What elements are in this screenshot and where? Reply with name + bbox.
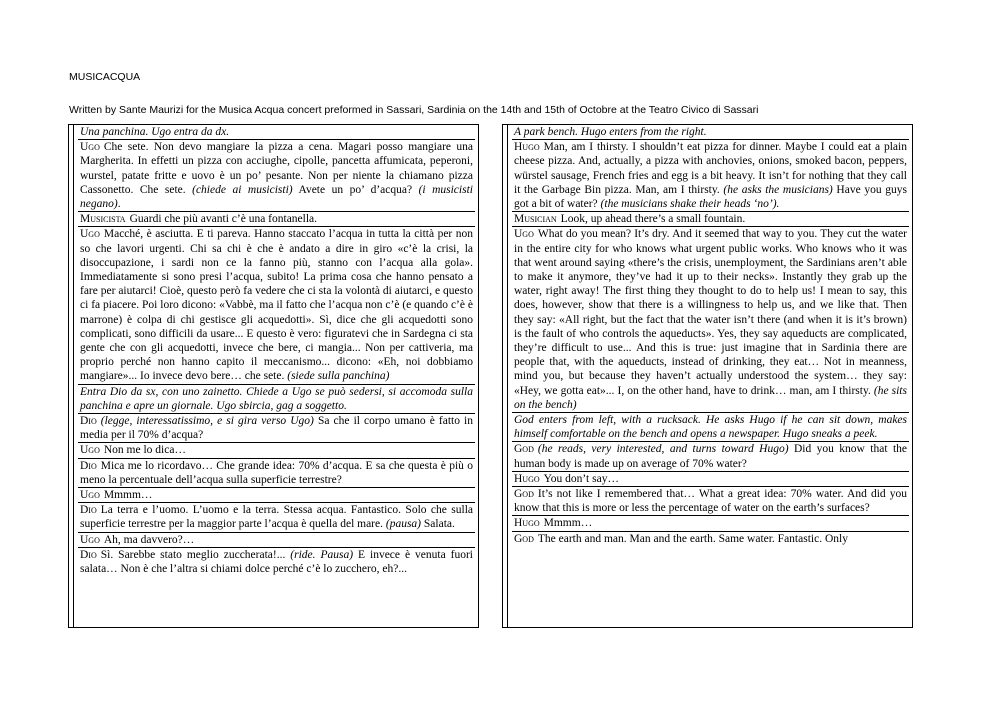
dialogue-text: Ah, ma davvero?… — [103, 533, 195, 546]
dialogue-text: Mica me lo ricordavo… Che grande idea: 70% d’acqua. E sa che questa è più o meno la percentuale dell’acqua sulla superficie terrestre? — [80, 459, 473, 486]
stage-direction: (siede sulla panchina) — [287, 370, 390, 383]
dialogue-text: Sa che il corpo umano è fatto in media per il 70% d’acqua? — [80, 415, 473, 442]
dialogue-text: Did you know that the human body is made up on average of 70% water? — [514, 443, 907, 470]
dialogue-text: The earth and man. Man and the earth. Same water. Fantastic. Only — [537, 532, 848, 545]
speaker-name: Dio — [80, 548, 97, 561]
dialogue-text: It’s not like I remembered that… What a great idea: 70% water. And did you know that this is more or less the percentage of water on the earth’s surfaces? — [514, 488, 907, 515]
script-line — [512, 212, 909, 227]
dialogue-text: Mmmm… — [103, 489, 153, 502]
stage-direction: (ride. Pausa) — [290, 548, 354, 561]
script-line — [78, 125, 475, 140]
script-line — [78, 503, 475, 532]
stage-direction: (he reads, very interested, and turns toward Hugo) — [537, 443, 789, 456]
script-line — [512, 413, 909, 442]
speaker-name: God — [514, 532, 534, 545]
stage-direction: A park bench. Hugo enters from the right. — [514, 126, 707, 138]
dialogue-text: You don’t say… — [543, 472, 619, 485]
speaker-name: Dio — [80, 504, 97, 517]
dialogue-text: Man, am I thirsty. I shouldn’t eat pizza for dinner. Maybe I could eat a plain cheese pizza. And, actually, a pizza with anchovies, onions, smoked bacon, peppers, würstel sausage, French fries and egg is a bit heavy. It isn’t for nothing that they call it the Garbage Bin pizza. Man, am I thirsty. — [514, 141, 907, 196]
italian-script-column — [68, 124, 479, 628]
dialogue-text: What do you mean? It’s dry. And it seemed that way to you. They cut the water in the entire city for who knows what urgent public works. Who knows who it was that went around saying «there’s the crisis, unemployment, the Sardinians aren’t able to make it anymore, they’ve had it up to their necks». Instantly they grab up the water, right away! The first thing they thought to do to help us! I mean to say, this does, however, show that there is a willingness to help us, and we like that. Then they say: «All right, but the fact that the water isn’t there (and when it is it’s brown) is the fault of who controls the aqueducts». Yes, they say aqueducts are complicated, they’re difficult to use... And this is true: just imagine that in Sardinia there are people that, with the aqueducts, instead of drinking, they eat… Not in meanness, mind you, but because they haven’t actually understood the system… they say: «Hey, we gotta eat»... I, on the other hand, have to drink… man, am I thirsty. — [514, 228, 907, 397]
dialogue-text: Non me lo dica… — [103, 444, 186, 457]
stage-direction: (pausa) — [385, 518, 422, 531]
speaker-name: Ugo — [80, 489, 100, 502]
script-line — [78, 140, 475, 212]
speaker-name: Ugo — [514, 228, 534, 241]
script-line — [78, 548, 475, 576]
dialogue-text: La terra e l’uomo. L’uomo e la terra. Stessa acqua. Fantastico. Solo che sulla superficie terrestre per la maggior parte l’acqua è quella del mare. — [80, 504, 473, 531]
script-line — [512, 472, 909, 487]
stage-direction: (chiede ai musicisti) — [192, 183, 293, 196]
script-line — [512, 487, 909, 516]
document-title: MUSICACQUA — [69, 71, 141, 83]
script-line — [78, 414, 475, 443]
speaker-name: Ugo — [80, 444, 100, 457]
script-line — [512, 140, 909, 212]
stage-direction: (i musicisti negano) — [80, 183, 473, 211]
dialogue-text: Mmmm… — [543, 517, 593, 530]
stage-direction: Entra Dio da sx, con uno zainetto. Chiede a Ugo se può sedersi, si accomoda sulla panchina e apre un giornale. Ugo sbircia, gag a soggetto. — [80, 385, 473, 412]
dialogue-text: E invece è venuta fuori salata… Non è che l’altra si chiami dolce perché c’è lo zucchero, eh?... — [80, 548, 473, 576]
script-line — [512, 442, 909, 471]
document-credit: Written by Sante Maurizi for the Musica Acqua concert preformed in Sassari, Sardinia on the 14th and 15th of Octobre at the Teatro Civico di Sassari — [69, 104, 759, 116]
speaker-name: Musician — [514, 213, 557, 226]
dialogue-text: Che sete. Non devo mangiare la pizza a cena. Magari posso mangiare una Margherita. In effetti un pizza con acciughe, cipolle, pancetta affumicata, peperoni, wurstel, patate fritte e uovo è un po’ pesante. Non per niente la chiamano pizza Cassonetto. Che sete. — [80, 141, 473, 196]
script-line — [512, 227, 909, 413]
script-line — [78, 227, 475, 384]
stage-direction: (he sits on the bench) — [514, 384, 907, 411]
script-line — [512, 516, 909, 531]
speaker-name: God — [514, 488, 534, 501]
script-line — [78, 533, 475, 548]
speaker-name: Dio — [80, 415, 97, 428]
script-line — [78, 212, 475, 227]
speaker-name: Dio — [80, 459, 97, 472]
dialogue-text: Look, up ahead there’s a small fountain. — [560, 213, 746, 226]
script-line — [78, 459, 475, 488]
speaker-name: Musicista — [80, 213, 126, 226]
speaker-name: Ugo — [80, 533, 100, 546]
stage-direction: Una panchina. Ugo entra da dx. — [80, 126, 230, 138]
speaker-name: Ugo — [80, 141, 100, 154]
speaker-name: God — [514, 443, 534, 456]
stage-direction: God enters from left, with a rucksack. He asks Hugo if he can sit down, makes himself comfortable on the bench and opens a newspaper. Hugo sneaks a peek. — [514, 414, 907, 441]
english-script-column — [502, 124, 913, 628]
dialogue-text: Guardi che più avanti c’è una fontanella. — [129, 213, 318, 226]
stage-direction: (the musicians shake their heads ‘no’). — [600, 198, 780, 211]
dialogue-text: Macché, è asciutta. E ti pareva. Hanno staccato l’acqua in tutta la città per non so che lavori urgenti. Chi sa chi è che è andato a dire in giro «c’è la crisi, la disoccupazione, i sardi non ce la fanno più, stanno con l’acqua alla gola». Immediatamente si sono presi l’acqua, subito! La prima cosa che hanno pensato a fare per aiutarci! Cioè, questo però fa vedere che ci sta la volontà di aiutarci, e questo ci fa piacere. Poi loro dicono: «Vabbè, ma il fatto che l’acqua non c’è (e quando c’è è marrone) è colpa di chi gestisce gli acquedotti». Sì, dice che gli acquedotti sono complicati, sono difficili da usare... E questo è vero: figuratevi che in Sardegna ci sta gente che con gli acquedotti, invece che bere, ci mangia... Non per cattiveria, ma proprio perché non hanno capito il meccanismo... dicono: «Eh, noi dobbiamo mangiare»... Io invece devo bere… che sete. — [80, 228, 473, 383]
dialogue-text: . — [117, 198, 121, 211]
script-line — [512, 532, 909, 546]
script-line — [78, 488, 475, 503]
script-line — [512, 125, 909, 140]
script-line — [78, 443, 475, 458]
speaker-name: Ugo — [80, 228, 100, 241]
script-line — [78, 385, 475, 414]
dialogue-text: Sì. Sarebbe stato meglio zuccherata!... — [100, 548, 291, 561]
dialogue-text: Avete un po’ d’acqua? — [292, 183, 419, 196]
stage-direction: (he asks the musicians) — [723, 183, 833, 196]
speaker-name: Hugo — [514, 141, 540, 154]
dialogue-text: Have you guys got a bit of water? — [514, 183, 907, 211]
dialogue-text: Salata. — [421, 518, 455, 531]
speaker-name: Hugo — [514, 517, 540, 530]
stage-direction: (legge, interessatissimo, e si gira verso Ugo) — [100, 415, 314, 428]
speaker-name: Hugo — [514, 472, 540, 485]
